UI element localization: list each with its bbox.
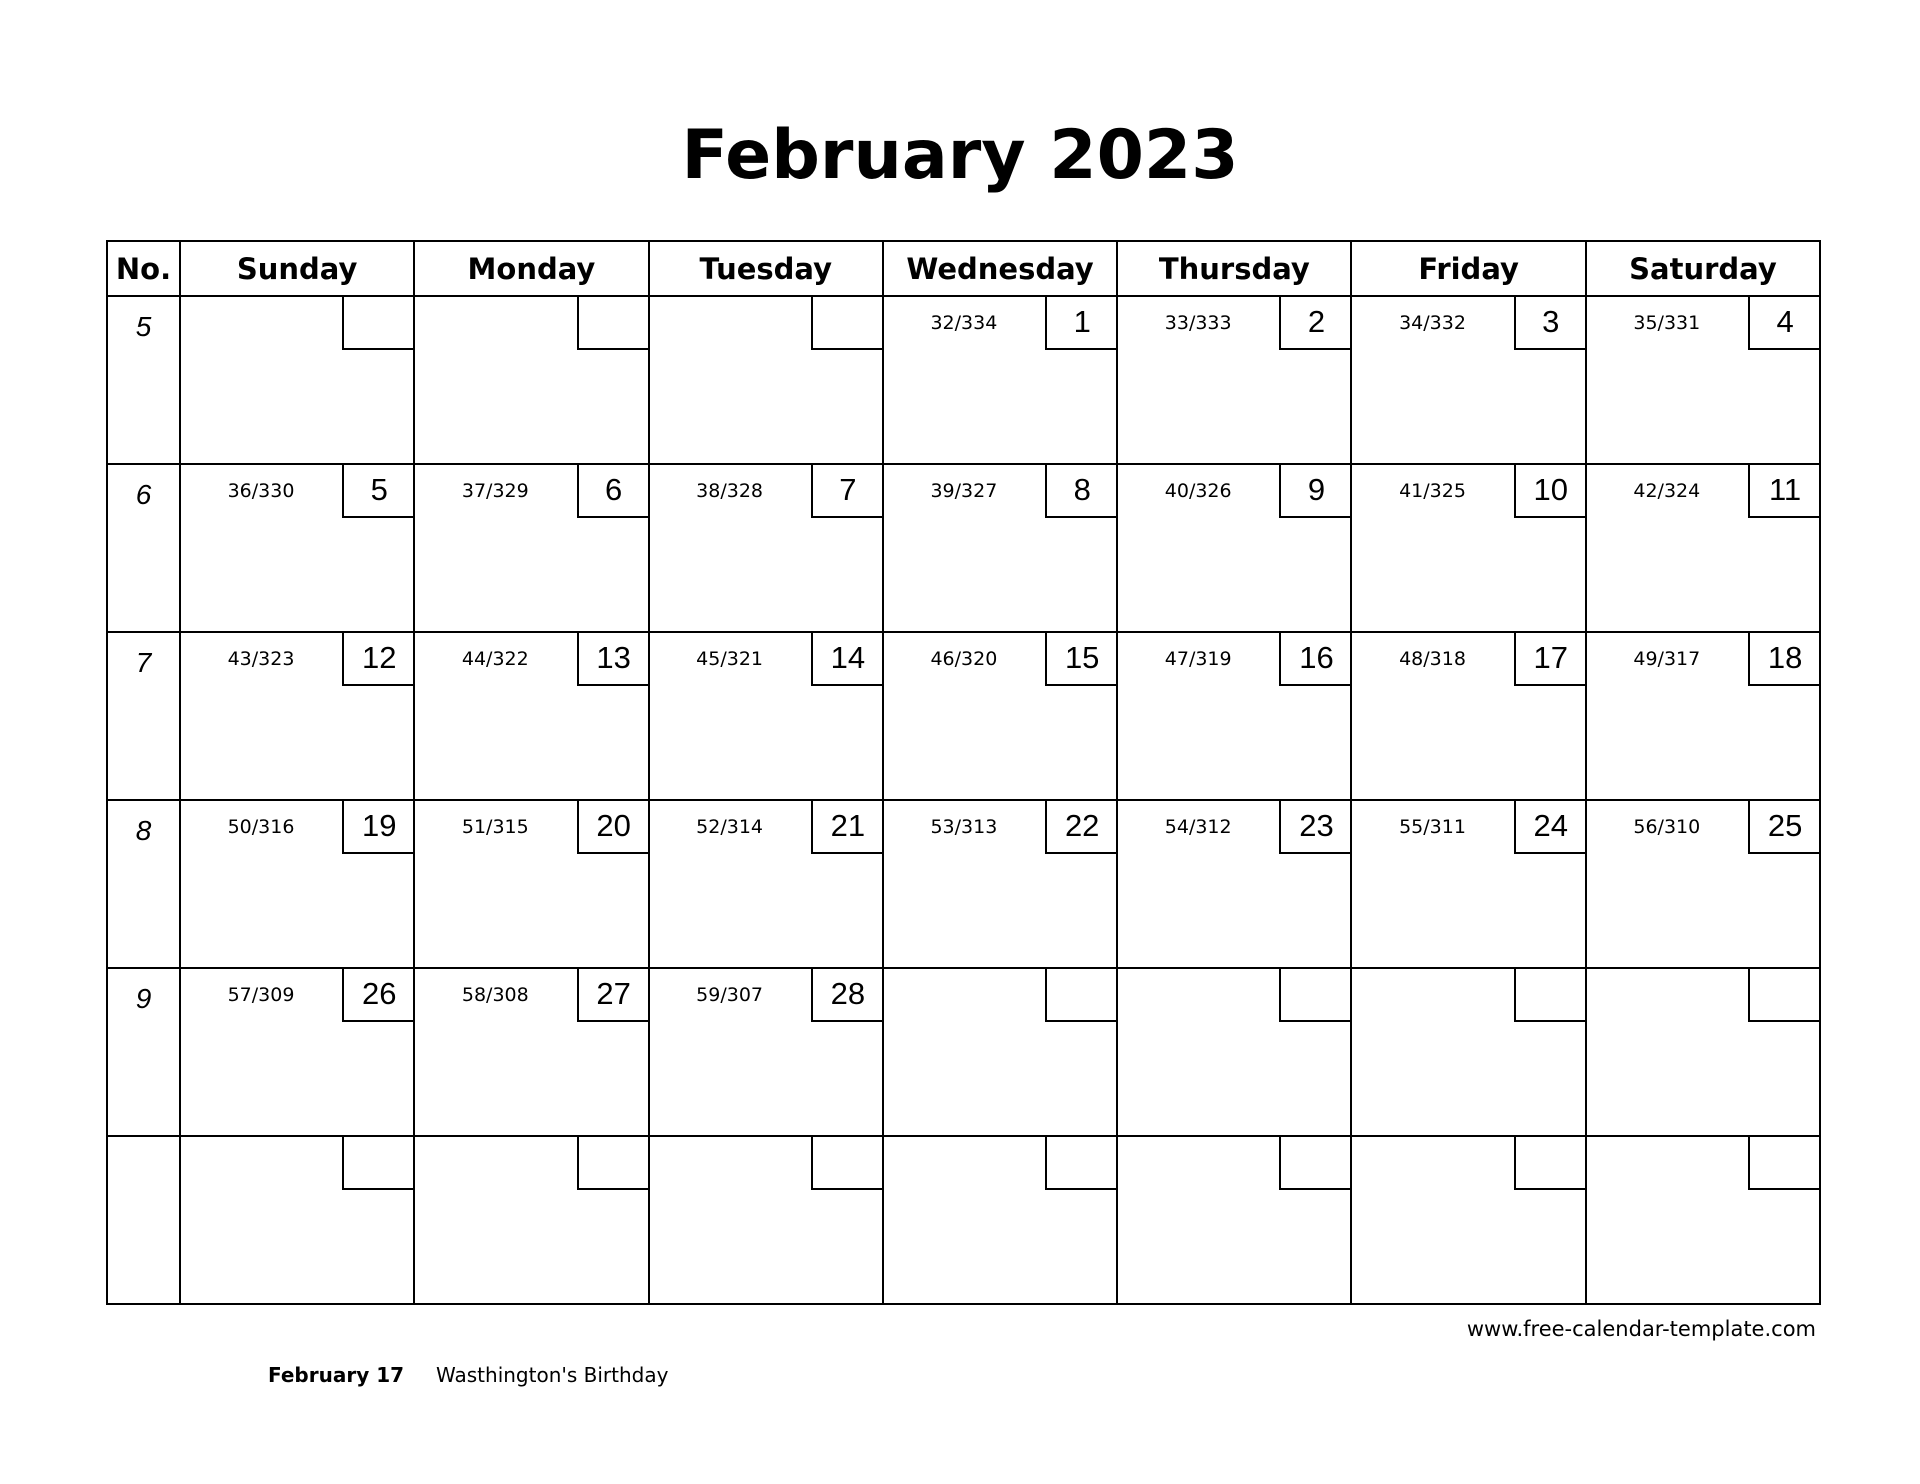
- day-cell-inner: [884, 297, 1116, 463]
- date-number: 11: [1748, 464, 1820, 518]
- calendar-body: [107, 296, 1820, 1304]
- day-cell: [1117, 464, 1351, 632]
- day-cell: [1586, 1136, 1820, 1304]
- day-cell: [1117, 632, 1351, 800]
- day-cell-inner: [1118, 969, 1350, 1135]
- day-cell-inner: [1587, 297, 1819, 463]
- day-of-year: 51/315: [461, 816, 529, 838]
- date-number: 23: [1279, 800, 1351, 854]
- day-cell-inner: [650, 801, 882, 967]
- date-number: 26: [342, 968, 414, 1022]
- day-of-year: 38/328: [696, 480, 764, 502]
- day-cell-inner: [884, 1137, 1116, 1303]
- day-of-year: 35/331: [1633, 312, 1701, 334]
- week-number-cell: [107, 632, 180, 800]
- week-number: 9: [135, 983, 152, 1014]
- day-of-year: 57/309: [227, 984, 295, 1006]
- date-number: 24: [1514, 800, 1586, 854]
- week-number: 8: [135, 815, 152, 846]
- date-number: 2: [1279, 296, 1351, 350]
- day-cell: [649, 464, 883, 632]
- day-of-year: 37/329: [461, 480, 529, 502]
- date-number: 6: [577, 464, 649, 518]
- day-cell-inner: [1587, 633, 1819, 799]
- day-cell-inner: [884, 633, 1116, 799]
- day-cell-inner: [1587, 801, 1819, 967]
- week-number-cell: [107, 464, 180, 632]
- date-number: 1: [1045, 296, 1117, 350]
- day-cell-inner: [650, 1137, 882, 1303]
- day-cell-inner: [415, 465, 647, 631]
- holiday-date: February 17: [268, 1363, 405, 1387]
- day-cell: [649, 632, 883, 800]
- day-cell: [1351, 1136, 1585, 1304]
- week-row: [107, 464, 1820, 632]
- date-number: 13: [577, 632, 649, 686]
- week-number-cell: [107, 1136, 180, 1304]
- day-cell-inner: [181, 801, 413, 967]
- day-cell: [1351, 968, 1585, 1136]
- date-number: 21: [811, 800, 883, 854]
- day-cell-inner: [1352, 969, 1584, 1135]
- day-cell-inner: [1587, 969, 1819, 1135]
- day-of-year: 43/323: [227, 648, 295, 670]
- date-number: 22: [1045, 800, 1117, 854]
- date-number: [1045, 1136, 1117, 1190]
- day-cell-inner: [1587, 465, 1819, 631]
- date-number: 3: [1514, 296, 1586, 350]
- day-cell: [1586, 296, 1820, 464]
- day-of-year: 48/318: [1399, 648, 1466, 670]
- day-cell: [414, 464, 648, 632]
- day-of-year: 32/334: [930, 312, 998, 334]
- day-cell-inner: [650, 969, 882, 1135]
- day-of-year: 53/313: [930, 816, 998, 838]
- date-number: [1279, 1136, 1351, 1190]
- day-cell-inner: [181, 633, 413, 799]
- date-number: 14: [811, 632, 883, 686]
- day-of-year: 54/312: [1164, 816, 1232, 838]
- day-of-year: 56/310: [1633, 816, 1701, 838]
- day-of-year: 45/321: [696, 648, 764, 670]
- day-cell: [414, 632, 648, 800]
- date-number: 5: [342, 464, 414, 518]
- day-cell: [1586, 800, 1820, 968]
- day-cell: [1351, 296, 1585, 464]
- day-cell-inner: [884, 465, 1116, 631]
- day-cell: [1351, 464, 1585, 632]
- holiday-list: [268, 1362, 668, 1388]
- header-week-number: No.: [107, 241, 180, 296]
- day-cell: [180, 800, 414, 968]
- day-cell: [883, 632, 1117, 800]
- day-cell: [649, 968, 883, 1136]
- day-cell: [1117, 968, 1351, 1136]
- date-number: 25: [1748, 800, 1820, 854]
- website-credit: www.free-calendar-template.com: [1466, 1317, 1816, 1341]
- date-number: 7: [811, 464, 883, 518]
- week-row: [107, 632, 1820, 800]
- day-of-year: 41/325: [1399, 480, 1466, 502]
- day-cell-inner: [1118, 297, 1350, 463]
- day-cell: [1117, 800, 1351, 968]
- day-cell: [883, 464, 1117, 632]
- day-of-year: 59/307: [696, 984, 764, 1006]
- day-of-year: 42/324: [1633, 480, 1701, 502]
- week-row: [107, 800, 1820, 968]
- day-cell: [414, 800, 648, 968]
- header-wednesday: Wednesday: [883, 241, 1117, 296]
- day-cell-inner: [884, 969, 1116, 1135]
- day-cell-inner: [1352, 1137, 1584, 1303]
- day-of-year: 52/314: [696, 816, 764, 838]
- day-cell-inner: [181, 297, 413, 463]
- header-sunday: Sunday: [180, 241, 414, 296]
- date-number: [1279, 968, 1351, 1022]
- day-cell-inner: [1118, 1137, 1350, 1303]
- day-cell: [414, 1136, 648, 1304]
- date-number: 28: [811, 968, 883, 1022]
- day-cell-inner: [1352, 633, 1584, 799]
- week-number: 5: [135, 311, 152, 342]
- day-cell-inner: [415, 801, 647, 967]
- day-cell-inner: [1352, 801, 1584, 967]
- date-number: 27: [577, 968, 649, 1022]
- week-number-cell: [107, 800, 180, 968]
- day-cell: [1586, 464, 1820, 632]
- day-cell: [883, 968, 1117, 1136]
- day-cell-inner: [1352, 465, 1584, 631]
- day-cell: [180, 464, 414, 632]
- day-cell: [180, 632, 414, 800]
- day-of-year: 46/320: [930, 648, 998, 670]
- date-number: 15: [1045, 632, 1117, 686]
- day-cell: [883, 800, 1117, 968]
- day-cell: [1351, 632, 1585, 800]
- day-cell: [1117, 296, 1351, 464]
- date-number: [1514, 1136, 1586, 1190]
- day-cell: [649, 1136, 883, 1304]
- date-number: [1514, 968, 1586, 1022]
- day-cell-inner: [181, 465, 413, 631]
- header-thursday: Thursday: [1117, 241, 1351, 296]
- day-cell-inner: [650, 633, 882, 799]
- day-cell: [649, 296, 883, 464]
- day-cell-inner: [415, 633, 647, 799]
- header-row: [107, 241, 1820, 296]
- day-of-year: 58/308: [461, 984, 529, 1006]
- day-of-year: 44/322: [461, 648, 529, 670]
- date-number: 9: [1279, 464, 1351, 518]
- week-row: [107, 1136, 1820, 1304]
- day-of-year: 39/327: [930, 480, 998, 502]
- date-number: [577, 296, 649, 350]
- calendar-grid: [106, 240, 1821, 1305]
- week-number-cell: [107, 296, 180, 464]
- day-cell: [883, 1136, 1117, 1304]
- holiday-name: Wasthington's Birthday: [436, 1363, 669, 1387]
- day-of-year: 40/326: [1164, 480, 1232, 502]
- header-tuesday: Tuesday: [649, 241, 883, 296]
- day-cell: [649, 800, 883, 968]
- day-cell-inner: [415, 297, 647, 463]
- date-number: 16: [1279, 632, 1351, 686]
- day-of-year: 34/332: [1399, 312, 1466, 334]
- date-number: 4: [1748, 296, 1820, 350]
- day-of-year: 47/319: [1164, 648, 1232, 670]
- day-cell: [180, 1136, 414, 1304]
- day-cell: [180, 296, 414, 464]
- day-cell-inner: [884, 801, 1116, 967]
- day-cell: [414, 968, 648, 1136]
- date-number: 20: [577, 800, 649, 854]
- day-cell: [180, 968, 414, 1136]
- date-number: 17: [1514, 632, 1586, 686]
- day-cell-inner: [415, 969, 647, 1135]
- date-number: [342, 1136, 414, 1190]
- date-number: [811, 296, 883, 350]
- date-number: 18: [1748, 632, 1820, 686]
- day-cell-inner: [650, 465, 882, 631]
- date-number: [1748, 968, 1820, 1022]
- day-cell: [1351, 800, 1585, 968]
- calendar-title: February 2023: [681, 116, 1239, 195]
- day-cell-inner: [181, 969, 413, 1135]
- date-number: 19: [342, 800, 414, 854]
- day-cell: [1117, 1136, 1351, 1304]
- day-of-year: 33/333: [1164, 312, 1232, 334]
- day-cell-inner: [1118, 633, 1350, 799]
- week-number-cell: [107, 968, 180, 1136]
- day-cell-inner: [1118, 465, 1350, 631]
- day-cell-inner: [1118, 801, 1350, 967]
- day-cell-inner: [181, 1137, 413, 1303]
- day-of-year: 50/316: [227, 816, 295, 838]
- date-number: 12: [342, 632, 414, 686]
- header-monday: Monday: [414, 241, 648, 296]
- day-of-year: 55/311: [1399, 816, 1466, 838]
- day-cell-inner: [1587, 1137, 1819, 1303]
- day-of-year: 36/330: [227, 480, 295, 502]
- week-row: [107, 968, 1820, 1136]
- date-number: [1748, 1136, 1820, 1190]
- header-saturday: Saturday: [1586, 241, 1820, 296]
- date-number: [1045, 968, 1117, 1022]
- day-cell-inner: [415, 1137, 647, 1303]
- date-number: 10: [1514, 464, 1586, 518]
- day-cell-inner: [650, 297, 882, 463]
- holiday-item: [268, 1362, 668, 1388]
- day-cell: [883, 296, 1117, 464]
- day-cell: [1586, 632, 1820, 800]
- week-number: 7: [135, 647, 152, 678]
- day-cell: [1586, 968, 1820, 1136]
- week-number: 6: [135, 479, 152, 510]
- week-row: [107, 296, 1820, 464]
- date-number: [577, 1136, 649, 1190]
- day-cell: [414, 296, 648, 464]
- date-number: [811, 1136, 883, 1190]
- day-cell-inner: [1352, 297, 1584, 463]
- day-of-year: 49/317: [1633, 648, 1701, 670]
- date-number: [342, 296, 414, 350]
- date-number: 8: [1045, 464, 1117, 518]
- header-friday: Friday: [1351, 241, 1585, 296]
